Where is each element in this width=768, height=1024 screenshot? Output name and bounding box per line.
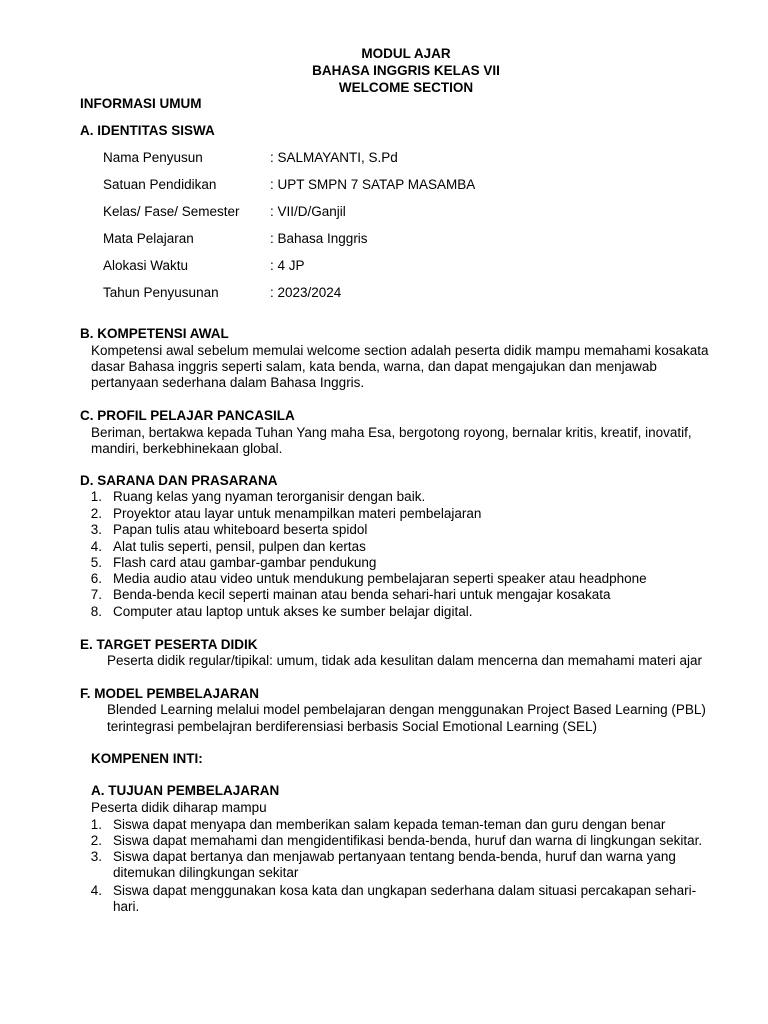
informasi-umum-heading: INFORMASI UMUM (80, 96, 202, 111)
title-line-1: MODUL AJAR (361, 46, 451, 61)
list-item: Ruang kelas yang nyaman terorganisir dengan baik. (113, 489, 426, 504)
identitas-label: Mata Pelajaran (103, 231, 194, 246)
paragraph-line: Peserta didik diharap mampu (91, 800, 267, 815)
paragraph-line: Kompetensi awal sebelum memulai welcome section adalah peserta didik mampu memahami kosakata (91, 343, 709, 358)
list-number: 8. (90, 604, 102, 619)
kompetensi-awal-heading: B. KOMPETENSI AWAL (80, 326, 229, 341)
paragraph-line: Blended Learning melalui model pembelajaran dengan menggunakan Project Based Learning (PBL) (107, 702, 706, 717)
list-number: 3. (90, 849, 102, 864)
identitas-value: : 2023/2024 (270, 285, 342, 300)
sarana-prasarana-heading: D. SARANA DAN PRASARANA (80, 473, 278, 488)
list-number: 3. (90, 522, 102, 537)
identitas-label: Tahun Penyusunan (103, 285, 219, 300)
identitas-value: : VII/D/Ganjil (270, 204, 346, 219)
komponen-inti-heading: KOMPENEN INTI: (91, 751, 203, 766)
list-number: 6. (90, 571, 102, 586)
list-number: 5. (90, 555, 102, 570)
list-item: Siswa dapat bertanya dan menjawab pertanyaan tentang benda-benda, huruf dan warna yang (113, 849, 676, 864)
list-item: Media audio atau video untuk mendukung pembelajaran seperti speaker atau headphone (113, 571, 647, 586)
paragraph-line: pertanyaan sederhana dalam Bahasa Inggris. (91, 375, 365, 390)
paragraph-line: dasar Bahasa inggris seperti salam, kata benda, warna, dan dapat mengajukan dan menjawab (91, 359, 657, 374)
list-item: Proyektor atau layar untuk menampilkan materi pembelajaran (113, 506, 482, 521)
list-number: 2. (90, 833, 102, 848)
list-number: 7. (90, 587, 102, 602)
list-item-continuation: ditemukan dilingkungan sekitar (113, 865, 299, 880)
target-peserta-heading: E. TARGET PESERTA DIDIK (80, 637, 258, 652)
list-number: 1. (90, 817, 102, 832)
list-number: 4. (90, 883, 102, 898)
paragraph-line: Beriman, bertakwa kepada Tuhan Yang maha Esa, bergotong royong, bernalar kritis, kreatif, inovatif, (91, 425, 692, 440)
list-item: Siswa dapat memahami dan mengidentifikasi benda-benda, huruf dan warna di lingkungan sekitar. (113, 833, 703, 848)
model-pembelajaran-heading: F. MODEL PEMBELAJARAN (80, 686, 260, 701)
identitas-value: : SALMAYANTI, S.Pd (270, 150, 398, 165)
identitas-label: Kelas/ Fase/ Semester (103, 204, 240, 219)
paragraph-line: mandiri, berkebhinekaan global. (91, 441, 283, 456)
list-item: Computer atau laptop untuk akses ke sumber belajar digital. (113, 604, 473, 619)
list-item: Siswa dapat menyapa dan memberikan salam kepada teman-teman dan guru dengan benar (113, 817, 666, 832)
tujuan-pembelajaran-heading: A. TUJUAN PEMBELAJARAN (91, 783, 280, 798)
title-line-2: BAHASA INGGRIS KELAS VII (312, 63, 500, 78)
profil-pelajar-heading: C. PROFIL PELAJAR PANCASILA (80, 408, 295, 423)
identitas-label: Nama Penyusun (103, 150, 203, 165)
identitas-value: : UPT SMPN 7 SATAP MASAMBA (270, 177, 476, 192)
identitas-value: : 4 JP (270, 258, 305, 273)
title-line-3: WELCOME SECTION (338, 80, 474, 95)
list-item-continuation: hari. (113, 899, 140, 914)
identitas-value: : Bahasa Inggris (270, 231, 368, 246)
identitas-label: Satuan Pendidikan (103, 177, 217, 192)
list-number: 1. (90, 489, 102, 504)
list-item: Benda-benda kecil seperti mainan atau benda sehari-hari untuk mengajar kosakata (113, 587, 611, 602)
list-number: 2. (90, 506, 102, 521)
list-number: 4. (90, 539, 102, 554)
identitas-siswa-heading: A. IDENTITAS SISWA (80, 123, 215, 138)
paragraph-line: Peserta didik regular/tipikal: umum, tidak ada kesulitan dalam mencerna dan memahami materi ajar (107, 653, 703, 668)
list-item: Flash card atau gambar-gambar pendukung (113, 555, 377, 570)
list-item: Alat tulis seperti, pensil, pulpen dan kertas (113, 539, 366, 554)
identitas-label: Alokasi Waktu (103, 258, 189, 273)
list-item: Papan tulis atau whiteboard beserta spidol (113, 522, 368, 537)
list-item: Siswa dapat menggunakan kosa kata dan ungkapan sederhana dalam situasi percakapan sehari- (113, 883, 697, 898)
paragraph-line: terintegrasi pembelajran berdiferensiasi berbasis Social Emotional Learning (SEL) (107, 719, 598, 734)
